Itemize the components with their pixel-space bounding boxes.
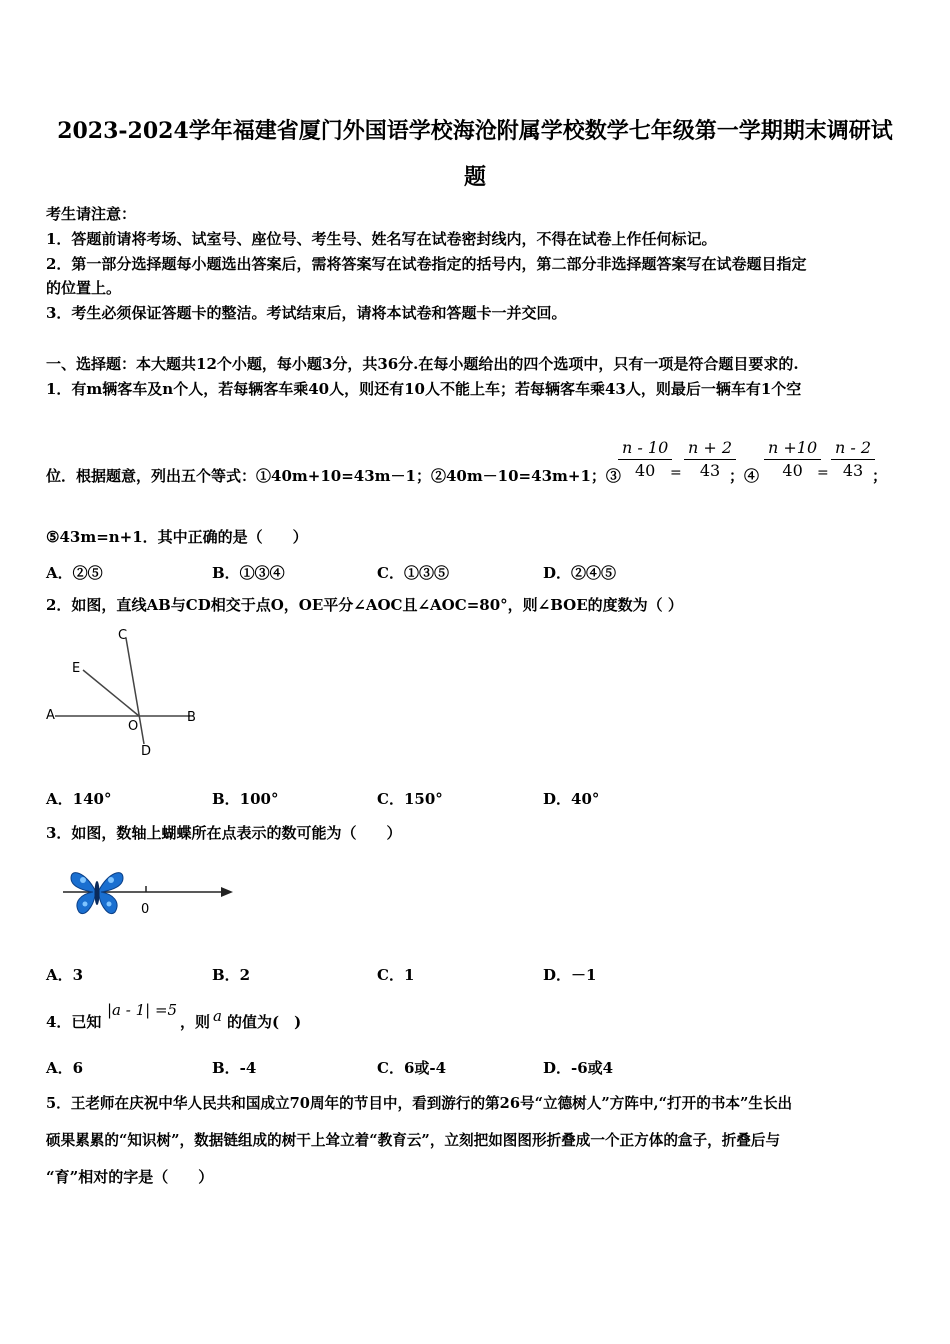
notice-item-3: 3．考生必须保证答题卡的整洁。考试结束后，请将本试卷和答题卡一并交回。 [46, 304, 567, 322]
q3-option-d: D．－1 [543, 966, 597, 984]
notice-heading: 考生请注意： [46, 205, 137, 223]
label-a: A [46, 708, 55, 723]
q2-diagram [40, 622, 220, 762]
q1-fraction-1-den: 40 [634, 461, 656, 480]
q4-mid: ，则 [180, 1013, 211, 1031]
q1-fraction-2-num: n + 2 [684, 437, 736, 460]
q1-fraction-3 [764, 437, 821, 482]
q1-option-d: D．②④⑤ [543, 564, 617, 582]
q4-option-b: B．-4 [212, 1059, 257, 1077]
notice-item-2: 2．第一部分选择题每小题选出答案后，需将答案写在试卷指定的括号内，第二部分非选择题答案写在试卷题目指定 [46, 255, 807, 273]
q1-line3: ⑤43m=n+1．其中正确的是（ ） [46, 528, 308, 546]
q4-variable: a [213, 1007, 222, 1025]
axis-arrow [221, 887, 233, 897]
q1-separator: ；④ [729, 467, 760, 485]
q1-fraction-4 [831, 437, 875, 482]
q2-option-b: B．100° [212, 790, 279, 808]
q1-fraction-1-num: n - 10 [618, 437, 672, 460]
ray-oe [83, 670, 139, 716]
q1-fraction-3-den: 40 [782, 461, 803, 480]
q4-prefix: 4．已知 [46, 1013, 102, 1031]
q3-option-a: A．3 [46, 966, 84, 984]
label-o: O [128, 719, 139, 734]
q1-line2: 位．根据题意，列出五个等式：①40m+10=43m－1；②40m－10=43m+1；③ [46, 467, 621, 485]
q1-equals-1: = [670, 465, 682, 481]
q2-option-d: D．40° [543, 790, 600, 808]
q1-equals-2: = [817, 465, 829, 481]
q1-option-b: B．①③④ [212, 564, 285, 582]
page-title-line2: 题 [463, 164, 486, 190]
q2-option-a: A．140° [46, 790, 112, 808]
label-d: D [141, 744, 152, 759]
page-title-line1: 2023-2024学年福建省厦门外国语学校海沧附属学校数学七年级第一学期期末调研试 [57, 118, 893, 144]
q1-end: ； [872, 467, 888, 485]
q4-absolute-equation: |a - 1| =5 [107, 1001, 178, 1019]
q1-option-a: A．②⑤ [46, 564, 103, 582]
q2-text: 2．如图，直线AB与CD相交于点O，OE平分∠AOC且∠AOC=80°，则∠BOE的度数为（ ） [46, 596, 683, 614]
q1-fraction-1 [618, 437, 672, 482]
q1-fraction-4-den: 43 [842, 461, 864, 480]
label-e: E [72, 661, 81, 676]
q1-line1: 1．有m辆客车及n个人，若每辆客车乘40人，则还有10人不能上车；若每辆客车乘43人，则最后一辆车有1个空 [46, 380, 802, 398]
notice-item-2-cont: 的位置上。 [46, 279, 122, 297]
q5-line1: 5．王老师在庆祝中华人民共和国成立70周年的节目中，看到游行的第26号“立德树人”方阵中,“打开的书本”生长出 [46, 1095, 793, 1112]
q2-option-c: C．150° [377, 790, 443, 808]
q1-fraction-2-den: 43 [699, 461, 721, 480]
q4-suffix: 的值为( ) [227, 1013, 302, 1031]
butterfly-icon [71, 873, 123, 914]
q3-option-c: C．1 [377, 966, 415, 984]
q1-fraction-4-num: n - 2 [831, 437, 875, 460]
q4-option-d: D．-6或4 [543, 1059, 614, 1077]
notice-item-1: 1．答题前请将考场、试室号、座位号、考生号、姓名写在试卷密封线内，不得在试卷上作任何标记。 [46, 230, 717, 248]
section-heading: 一、选择题：本大题共12个小题，每小题3分，共36分.在每小题给出的四个选项中，只有一项是符合题目要求的. [46, 355, 799, 373]
q1-fraction-3-num: n +10 [764, 437, 821, 460]
label-b: B [187, 710, 196, 725]
q5-line3: “育”相对的字是（ ） [46, 1168, 214, 1186]
q4-option-c: C．6或-4 [377, 1059, 447, 1077]
label-c: C [118, 628, 128, 643]
q1-option-c: C．①③⑤ [377, 564, 449, 582]
q3-text: 3．如图，数轴上蝴蝶所在点表示的数可能为（ ） [46, 824, 402, 842]
zero-label: 0 [141, 902, 150, 917]
q5-line2: 硕果累累的“知识树”，数据链组成的树干上耸立着“教育云”，立刻把如图图形折叠成一个正方体的盒子，折叠后与 [46, 1132, 781, 1149]
q3-option-b: B．2 [212, 966, 251, 984]
q4-option-a: A．6 [46, 1059, 84, 1077]
q3-number-line [55, 862, 245, 922]
